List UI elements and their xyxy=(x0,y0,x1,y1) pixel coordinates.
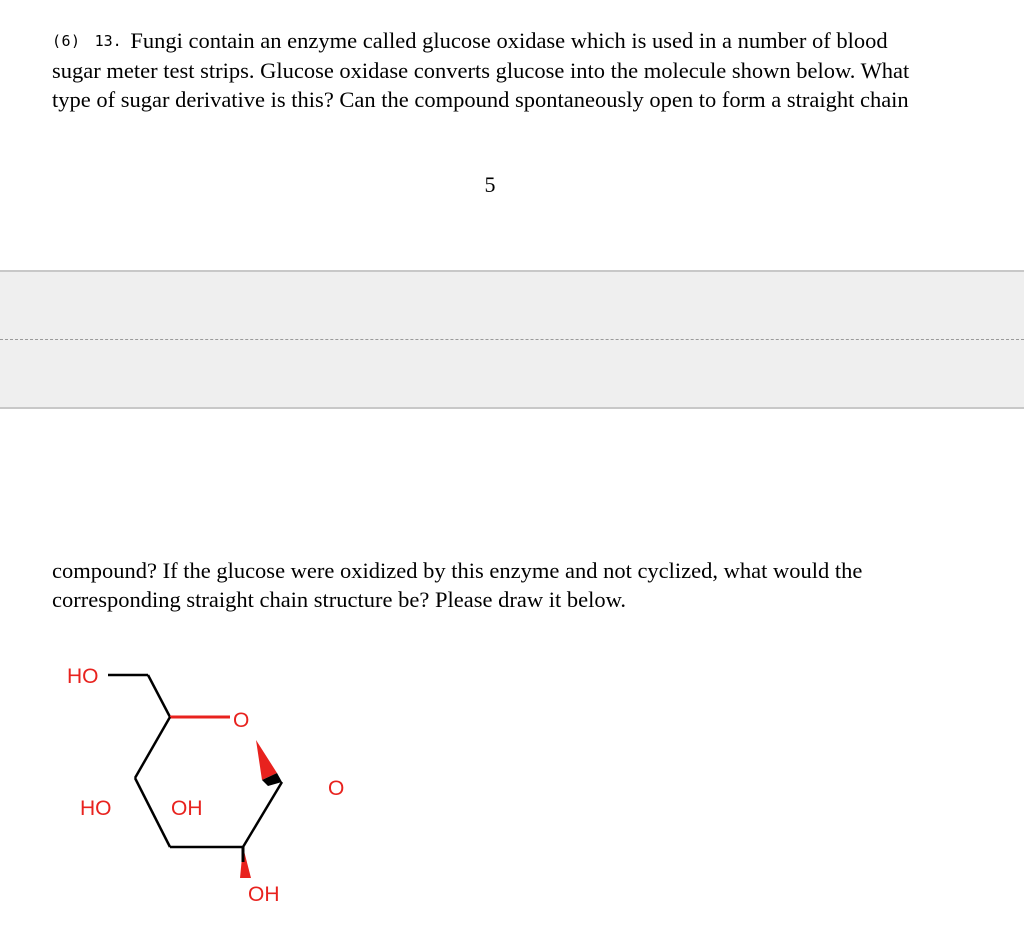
bond-c4-c3 xyxy=(135,778,170,847)
label-ho-left: HO xyxy=(80,797,112,820)
bond-c5-c4 xyxy=(135,717,170,778)
label-ring-o: O xyxy=(233,709,250,732)
continuation-line-1: compound? If the glucose were oxidized by this enzyme and not cyclized, what would the xyxy=(52,558,863,583)
label-oh-inner: OH xyxy=(171,797,203,820)
question-line-2: sugar meter test strips. Glucose oxidase converts glucose into the molecule shown below. What xyxy=(52,58,910,83)
points-label: (6) xyxy=(52,32,81,50)
page-number: 5 xyxy=(484,172,496,197)
molecule-structure xyxy=(0,640,420,940)
question-number: 13. xyxy=(94,32,122,50)
question-line-1 xyxy=(52,26,1012,56)
bond-ch2-c5 xyxy=(148,675,170,717)
label-ho-top: HO xyxy=(67,665,99,688)
question-line-1-text: Fungi contain an enzyme called glucose oxidase which is used in a number of blood xyxy=(130,28,888,53)
question-continuation xyxy=(52,556,1012,614)
label-carbonyl-o: O xyxy=(328,777,345,800)
label-oh-bottom: OH xyxy=(248,883,280,906)
question-line-3: type of sugar derivative is this? Can the compound spontaneously open to form a straight chain xyxy=(52,87,909,112)
wedge-ringo-c1 xyxy=(256,740,277,780)
bond-c2-c1 xyxy=(243,782,282,847)
continuation-line-2: corresponding straight chain structure be? Please draw it below. xyxy=(52,587,626,612)
page-break xyxy=(0,270,1024,409)
page-break-divider xyxy=(0,339,1024,340)
question-text xyxy=(52,26,1012,114)
